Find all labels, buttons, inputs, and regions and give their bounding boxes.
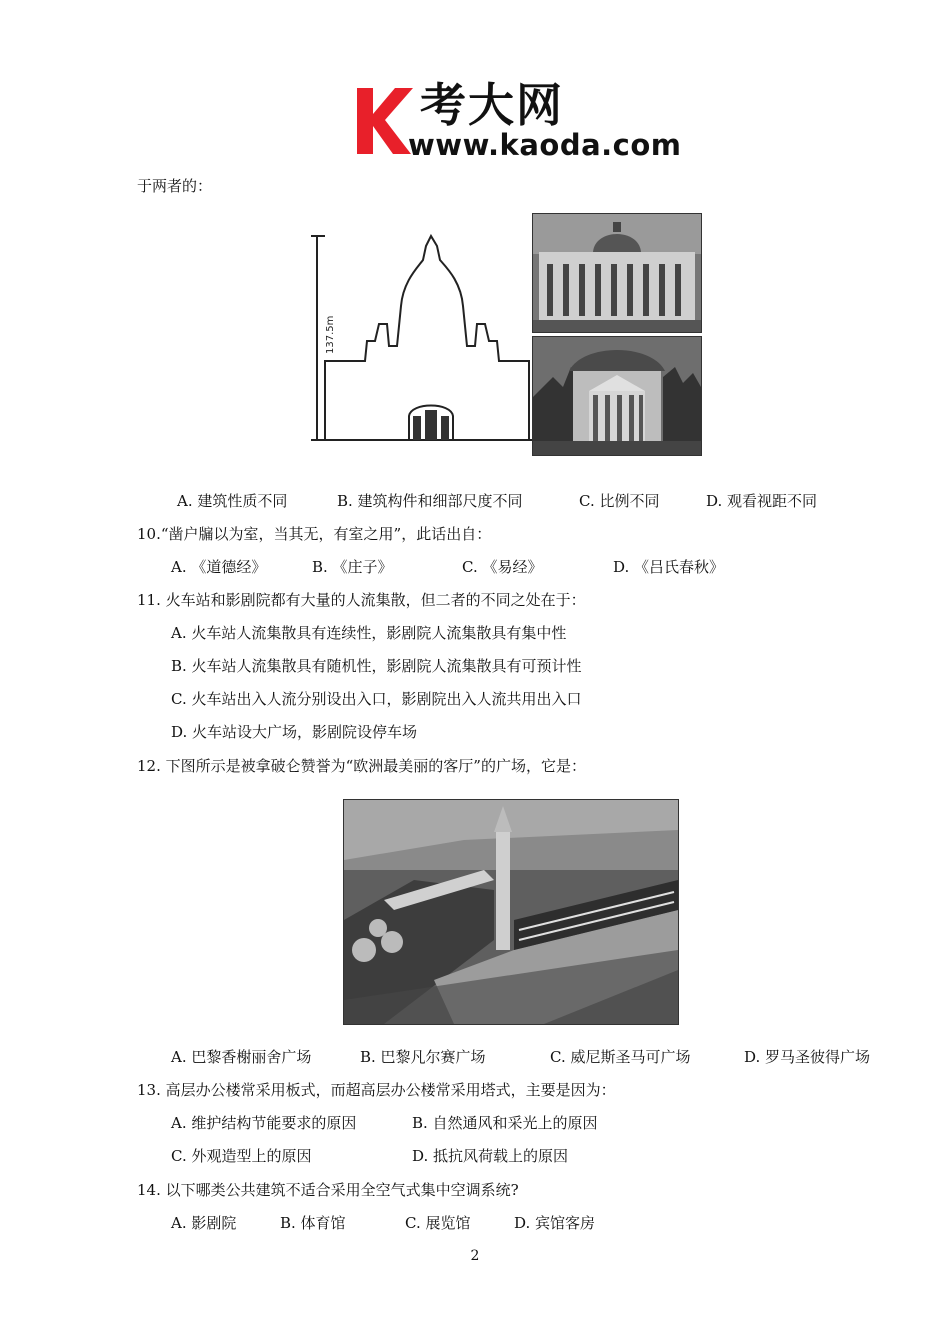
q13-option-a: A. 维护结构节能要求的原因 (171, 1114, 357, 1132)
q12-option-b: B. 巴黎凡尔赛广场 (360, 1048, 486, 1066)
q14-option-c: C. 展览馆 (405, 1214, 471, 1232)
q11-option-d: D. 火车站设大广场，影剧院设停车场 (171, 723, 418, 741)
q11-option-b: B. 火车站人流集散具有随机性，影剧院人流集散具有可预计性 (171, 657, 582, 675)
q12-option-d: D. 罗马圣彼得广场 (744, 1048, 871, 1066)
q12-option-c: C. 威尼斯圣马可广场 (550, 1048, 691, 1066)
q10-option-b: B. 《庄子》 (312, 558, 393, 576)
intro-text: 于两者的： (137, 177, 213, 195)
pantheon-style-photo (532, 336, 702, 456)
q10-option-d: D. 《吕氏春秋》 (613, 558, 725, 576)
q11-option-a: A. 火车站人流集散具有连续性，影剧院人流集散具有集中性 (171, 624, 567, 642)
q13-option-c: C. 外观造型上的原因 (171, 1147, 312, 1165)
q9-option-d: D. 观看视距不同 (706, 492, 818, 510)
q13-stem: 13. 高层办公楼常采用板式，而超高层办公楼常采用塔式，主要是因为： (137, 1081, 616, 1099)
page-number: 2 (470, 1248, 480, 1264)
q10-stem: 10.“凿户牖以为室，当其无，有室之用”，此话出自： (137, 525, 492, 543)
q12-stem: 12. 下图所示是被拿破仑赞誉为“欧洲最美丽的客厅”的广场，它是： (137, 757, 586, 775)
dome-elevation-drawing (305, 226, 537, 448)
basilica-photo (532, 213, 702, 333)
q10-option-a: A. 《道德经》 (171, 558, 267, 576)
logo-k-mark (355, 84, 415, 156)
q9-option-c: C. 比例不同 (579, 492, 660, 510)
q14-option-b: B. 体育馆 (280, 1214, 346, 1232)
q12-option-a: A. 巴黎香榭丽舍广场 (171, 1048, 312, 1066)
logo-url: www.kaoda.com (408, 128, 682, 162)
q11-stem: 11. 火车站和影剧院都有大量的人流集散，但二者的不同之处在于： (137, 591, 586, 609)
q14-option-d: D. 宾馆客房 (514, 1214, 596, 1232)
logo-text: 考大网 (420, 78, 564, 132)
piazza-san-marco-aerial-photo (343, 799, 679, 1025)
q14-option-a: A. 影剧院 (171, 1214, 237, 1232)
q13-option-b: B. 自然通风和采光上的原因 (412, 1114, 598, 1132)
q11-option-c: C. 火车站出入人流分别设出入口，影剧院出入人流共用出入口 (171, 690, 582, 708)
q9-option-a: A. 建筑性质不同 (177, 492, 288, 510)
q13-option-d: D. 抵抗风荷载上的原因 (412, 1147, 569, 1165)
q9-option-b: B. 建筑构件和细部尺度不同 (337, 492, 523, 510)
dimension-label: 137.5m (325, 315, 336, 354)
q10-option-c: C. 《易经》 (462, 558, 543, 576)
q14-stem: 14. 以下哪类公共建筑不适合采用全空气式集中空调系统? (137, 1181, 519, 1199)
